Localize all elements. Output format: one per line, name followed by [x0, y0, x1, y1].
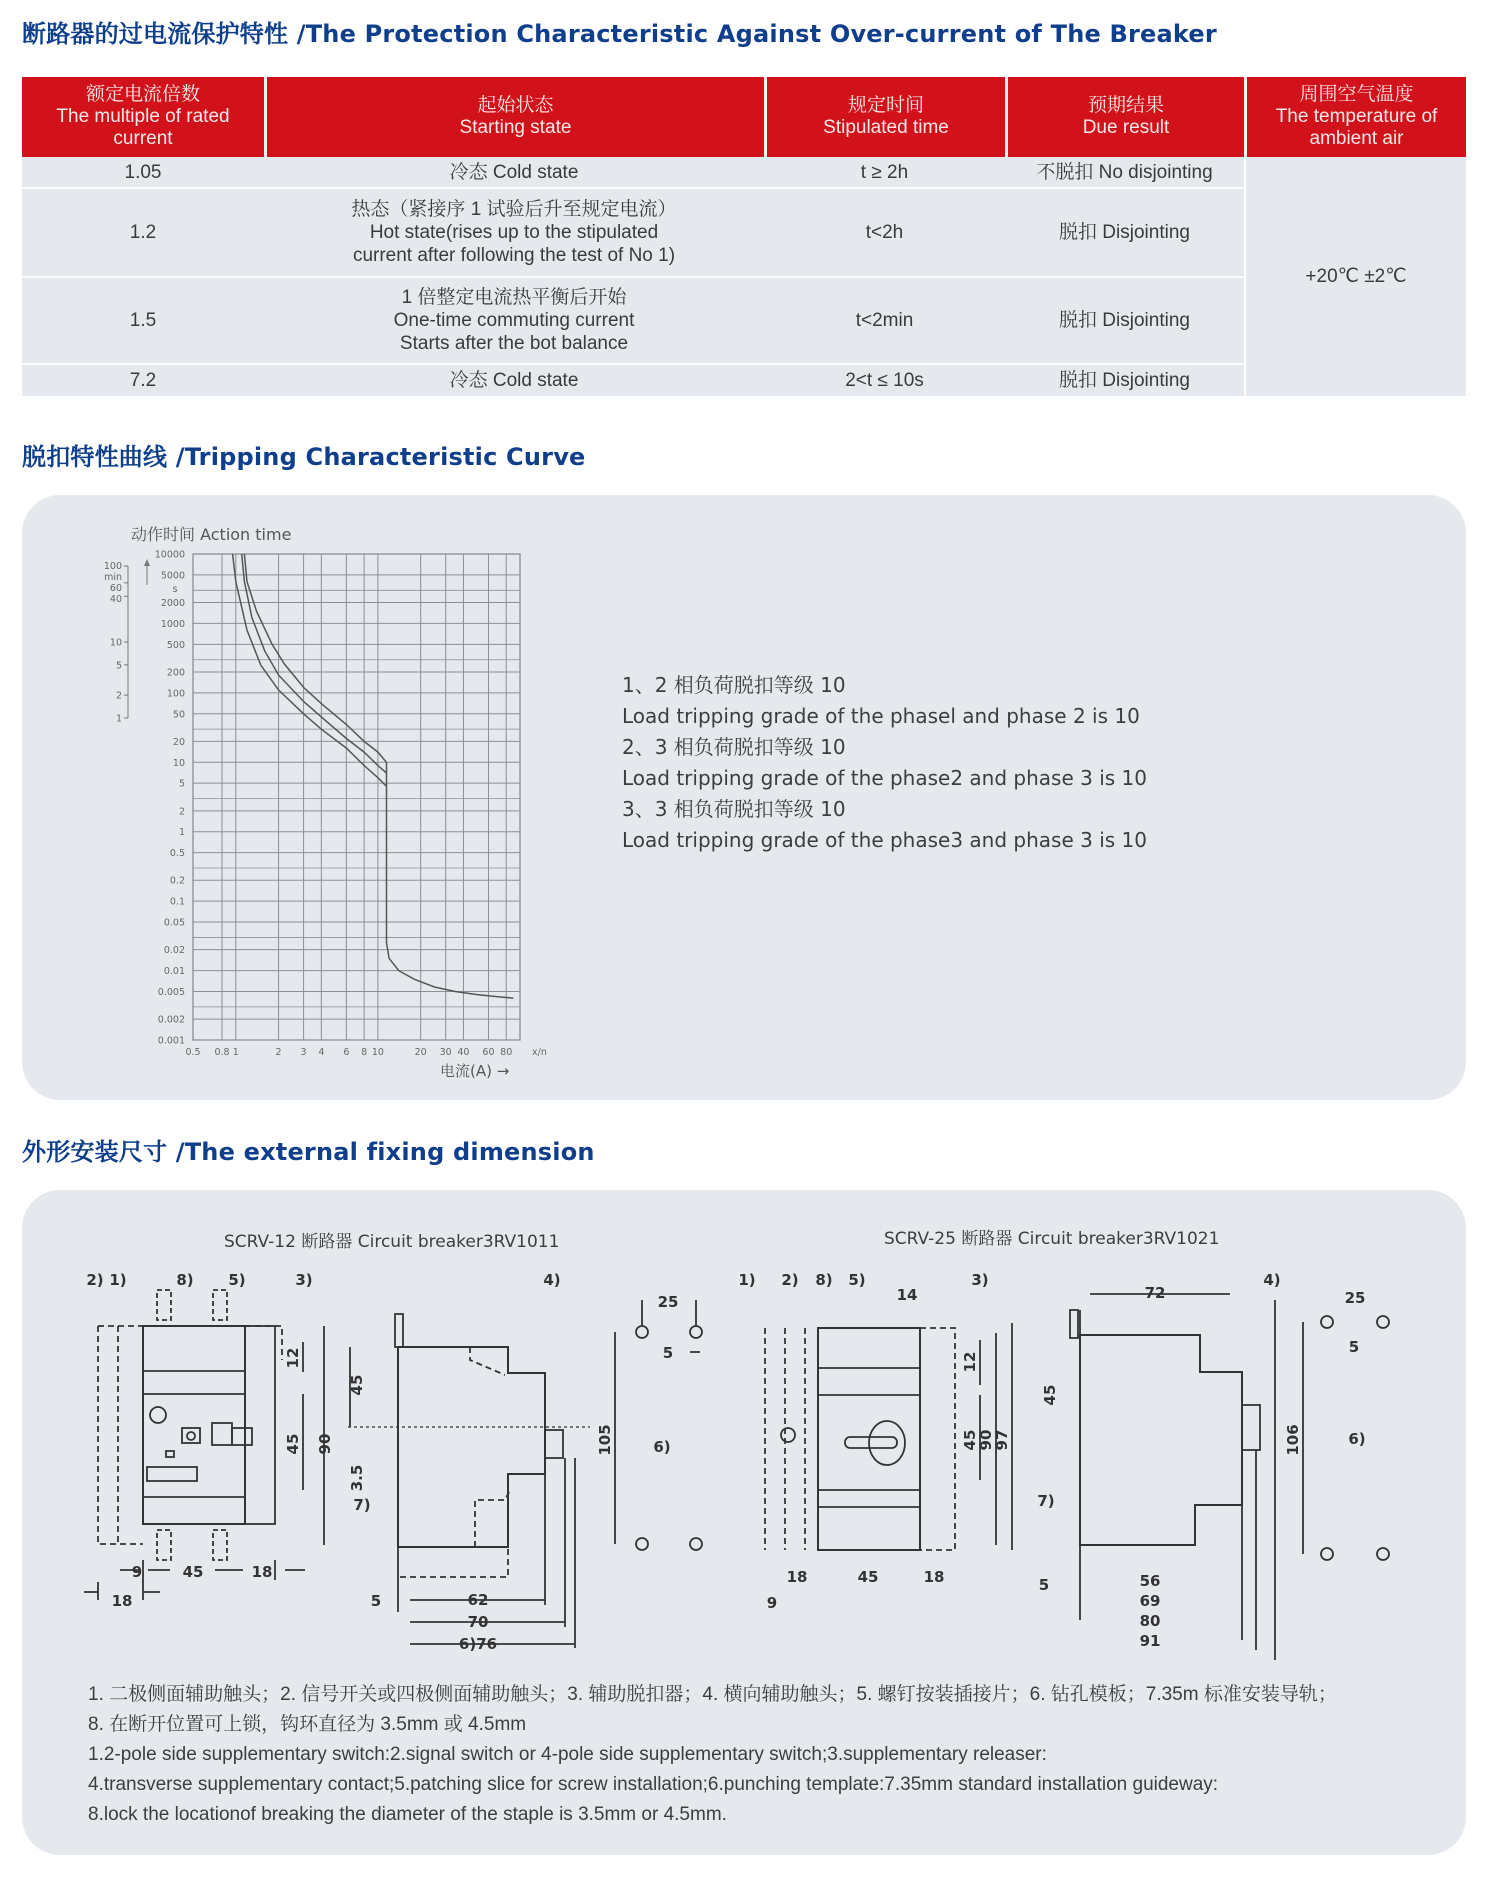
- header-en: The temperature of ambient air: [1275, 106, 1438, 149]
- dimension-value: 18: [786, 1568, 808, 1586]
- dimension-value: 70: [467, 1613, 489, 1631]
- cell-ambient-temperature: +20℃ ±2℃: [1246, 157, 1466, 396]
- dimension-value: 9: [131, 1563, 143, 1581]
- dimension-value: 69: [1139, 1592, 1161, 1610]
- dimension-value: 18: [251, 1563, 273, 1581]
- state-line: One-time commuting current: [393, 310, 635, 331]
- y-tick-label: 0.002: [157, 1014, 185, 1026]
- x-tick-label: 0.5: [185, 1047, 201, 1058]
- note-line: 3、3 相负荷脱扣等级 10: [622, 797, 846, 821]
- state-line: 热态（紧接序 1 试验后升至规定电流）: [351, 199, 677, 220]
- dimension-value: 25: [1344, 1289, 1366, 1307]
- dimension-value: 45: [857, 1568, 879, 1586]
- dimension-value: 5: [1348, 1338, 1360, 1356]
- cell-time: t<2min: [855, 310, 914, 331]
- dimension-value: 56: [1139, 1572, 1161, 1590]
- cell-result: 脱扣 Disjointing: [1059, 222, 1190, 243]
- x-tick-label: 3: [300, 1047, 307, 1058]
- y-tick-label: 0.1: [169, 896, 185, 908]
- dimension-value: 45: [1041, 1384, 1059, 1406]
- note-line: 1.2-pole side supplementary switch:2.signal switch or 4-pole side supplementary switch;3.supplementary releaser:: [88, 1744, 1047, 1765]
- y-tick-label: 0.005: [157, 986, 185, 998]
- header-zh: 起始状态: [477, 95, 554, 116]
- header-zh: 额定电流倍数: [85, 84, 200, 105]
- y-tick-label: 0.02: [163, 945, 185, 957]
- y-tick-label: 10000: [154, 549, 185, 561]
- state-line: Hot state(rises up to the stipulated: [369, 222, 659, 243]
- cell-multiple: 1.05: [124, 161, 162, 183]
- dimension-notes: [88, 1680, 1337, 1830]
- header-zh: 周围空气温度: [1299, 84, 1414, 105]
- callout-label: 1): [738, 1271, 756, 1289]
- cell-result: 不脱扣 No disjointing: [1036, 161, 1213, 183]
- dimension-value: 90: [316, 1433, 334, 1455]
- section-title-tripping: 脱扣特性曲线 /Tripping Characteristic Curve: [22, 443, 586, 471]
- dimension-value: 18: [111, 1592, 133, 1610]
- dimension-value: 9: [766, 1594, 778, 1612]
- callout-label: 1): [109, 1271, 127, 1289]
- dimension-value: 97: [993, 1429, 1011, 1451]
- header-zh: 预期结果: [1087, 95, 1164, 116]
- dimension-value: 106: [1284, 1424, 1302, 1456]
- minutes-unit-label: min: [104, 572, 122, 583]
- callout-label: 3): [971, 1271, 989, 1289]
- x-axis-label: 电流(A) →: [440, 1062, 510, 1080]
- y-tick-label: 10: [172, 757, 185, 769]
- dimension-value: 5: [1038, 1576, 1050, 1594]
- callout-label: 2): [781, 1271, 799, 1289]
- state-line: Starts after the bot balance: [399, 333, 629, 354]
- y-tick-label: 2: [178, 806, 185, 818]
- callout-label: 4): [543, 1271, 561, 1289]
- callout-label: 5): [848, 1271, 866, 1289]
- x-tick-label: 80: [500, 1047, 513, 1058]
- y-tick-label: 0.05: [163, 917, 185, 929]
- state-line: 1 倍整定电流热平衡后开始: [401, 287, 627, 308]
- dimension-value: 5: [662, 1344, 674, 1362]
- dimension-value: 91: [1139, 1632, 1161, 1650]
- dimension-value: 105: [596, 1424, 614, 1456]
- caption-scrv-12: SCRV-12 断路器 Circuit breaker3RV1011: [224, 1232, 560, 1252]
- y-tick-label: 1: [178, 827, 185, 839]
- cell-time: t<2h: [865, 222, 904, 243]
- callout-label: 8): [176, 1271, 194, 1289]
- minutes-tick-label: 60: [109, 583, 122, 594]
- x-tick-label: 40: [457, 1047, 470, 1058]
- cell-multiple: 7.2: [129, 370, 157, 391]
- minutes-tick-label: 2: [115, 690, 122, 702]
- dimension-value: 6)76: [458, 1635, 498, 1653]
- minutes-tick-label: 10: [109, 637, 122, 649]
- dimension-value: 62: [467, 1591, 489, 1609]
- minutes-tick-label: 40: [109, 594, 122, 605]
- y-tick-label: 50: [172, 709, 185, 721]
- header-en: Starting state: [459, 117, 572, 138]
- dimension-value: 12: [284, 1347, 302, 1369]
- x-tick-label: 60: [482, 1047, 495, 1058]
- cell-time: 2<t ≤ 10s: [845, 370, 924, 391]
- dimension-value: 90: [977, 1429, 995, 1451]
- y-tick-label: 1000: [160, 618, 185, 630]
- x-tick-label: 10: [371, 1047, 384, 1058]
- callout-label: 2): [86, 1271, 104, 1289]
- x-unit-label: x/n: [532, 1047, 547, 1058]
- callout-label: 7): [1037, 1492, 1055, 1510]
- x-tick-label: 2: [275, 1047, 282, 1058]
- dimension-value: 14: [896, 1286, 918, 1304]
- header-en: Stipulated time: [823, 117, 949, 138]
- dimension-value: 72: [1144, 1284, 1166, 1302]
- section-title-dimension: 外形安装尺寸 /The external fixing dimension: [22, 1138, 595, 1166]
- callout-label: 4): [1263, 1271, 1281, 1289]
- note-line: Load tripping grade of the phasel and phase 2 is 10: [622, 704, 1140, 728]
- y-tick-label: 500: [166, 639, 185, 651]
- y-tick-label: 5000: [160, 570, 185, 582]
- header-zh: 规定时间: [847, 95, 924, 116]
- x-tick-label: 20: [414, 1047, 427, 1058]
- y-seconds-label: s: [172, 584, 178, 596]
- dimension-value: 45: [961, 1429, 979, 1451]
- header-en: Due result: [1082, 117, 1170, 138]
- y-tick-label: 2000: [160, 598, 185, 610]
- state-line: current after following the test of No 1): [352, 245, 676, 266]
- state-line: 冷态 Cold state: [449, 161, 579, 183]
- state-line: 冷态 Cold state: [449, 370, 579, 391]
- y-tick-label: 0.01: [163, 966, 185, 978]
- minutes-tick-label: 100: [103, 561, 122, 572]
- callout-label: 3): [295, 1271, 313, 1289]
- x-tick-label: 30: [439, 1047, 452, 1058]
- cell-multiple: 1.2: [129, 222, 157, 243]
- cell-time: t ≥ 2h: [860, 161, 909, 183]
- header-en: The multiple of rated current: [56, 106, 230, 149]
- dimension-value: 18: [923, 1568, 945, 1586]
- minutes-tick-label: 5: [115, 660, 122, 672]
- dimension-value: 5: [370, 1592, 382, 1610]
- note-line: 4.transverse supplementary contact;5.patching slice for screw installation;6.punching template:7.35mm standard installation guideway:: [88, 1774, 1219, 1795]
- note-line: 2、3 相负荷脱扣等级 10: [622, 735, 846, 759]
- x-tick-label: 4: [318, 1047, 325, 1058]
- callout-label: 6): [653, 1438, 671, 1456]
- section-title-protection: 断路器的过电流保护特性 /The Protection Characteristic Against Over-current of The Breaker: [22, 20, 1217, 48]
- note-line: 8.lock the locationof breaking the diameter of the staple is 3.5mm or 4.5mm.: [88, 1804, 727, 1825]
- callout-label: 5): [228, 1271, 246, 1289]
- cell-result: 脱扣 Disjointing: [1059, 310, 1190, 331]
- note-line: 1、2 相负荷脱扣等级 10: [622, 673, 846, 697]
- note-line: 8. 在断开位置可上锁，钩环直径为 3.5mm 或 4.5mm: [88, 1714, 527, 1735]
- y-tick-label: 20: [172, 736, 185, 748]
- callout-label: 6): [1348, 1430, 1366, 1448]
- y-tick-label: 0.2: [169, 875, 185, 887]
- dimension-value: 80: [1139, 1612, 1161, 1630]
- dimension-value: 45: [182, 1563, 204, 1581]
- note-line: Load tripping grade of the phase3 and phase 3 is 10: [622, 828, 1147, 852]
- dimension-value: 45: [284, 1433, 302, 1455]
- y-tick-label: 200: [166, 667, 185, 679]
- minutes-tick-label: 1: [115, 713, 122, 725]
- cell-multiple: 1.5: [129, 310, 157, 331]
- y-tick-label: 5: [178, 778, 185, 790]
- dimension-value: 45: [348, 1374, 366, 1396]
- x-tick-label: 0.8: [214, 1047, 230, 1058]
- y-tick-label: 100: [166, 688, 185, 700]
- chart-title: 动作时间 Action time: [131, 525, 292, 544]
- callout-label: 8): [815, 1271, 833, 1289]
- x-tick-label: 8: [361, 1047, 368, 1058]
- dimension-value: 25: [657, 1293, 679, 1311]
- x-tick-label: 1: [232, 1047, 239, 1058]
- dimension-value: 3.5: [348, 1464, 366, 1492]
- callout-label: 7): [353, 1496, 371, 1514]
- x-tick-label: 6: [343, 1047, 350, 1058]
- y-tick-label: 0.5: [169, 848, 185, 860]
- caption-scrv-25: SCRV-25 断路器 Circuit breaker3RV1021: [884, 1229, 1220, 1249]
- note-line: Load tripping grade of the phase2 and phase 3 is 10: [622, 766, 1147, 790]
- cell-result: 脱扣 Disjointing: [1059, 370, 1190, 391]
- dimension-value: 12: [961, 1351, 979, 1373]
- y-tick-label: 0.001: [157, 1035, 185, 1047]
- note-line: 1. 二极侧面辅助触头；2. 信号开关或四极侧面辅助触头；3. 辅助脱扣器；4. 横向辅助触头；5. 螺钉按装插接片；6. 钻孔模板；7.35m 标准安装导轨；: [88, 1684, 1337, 1705]
